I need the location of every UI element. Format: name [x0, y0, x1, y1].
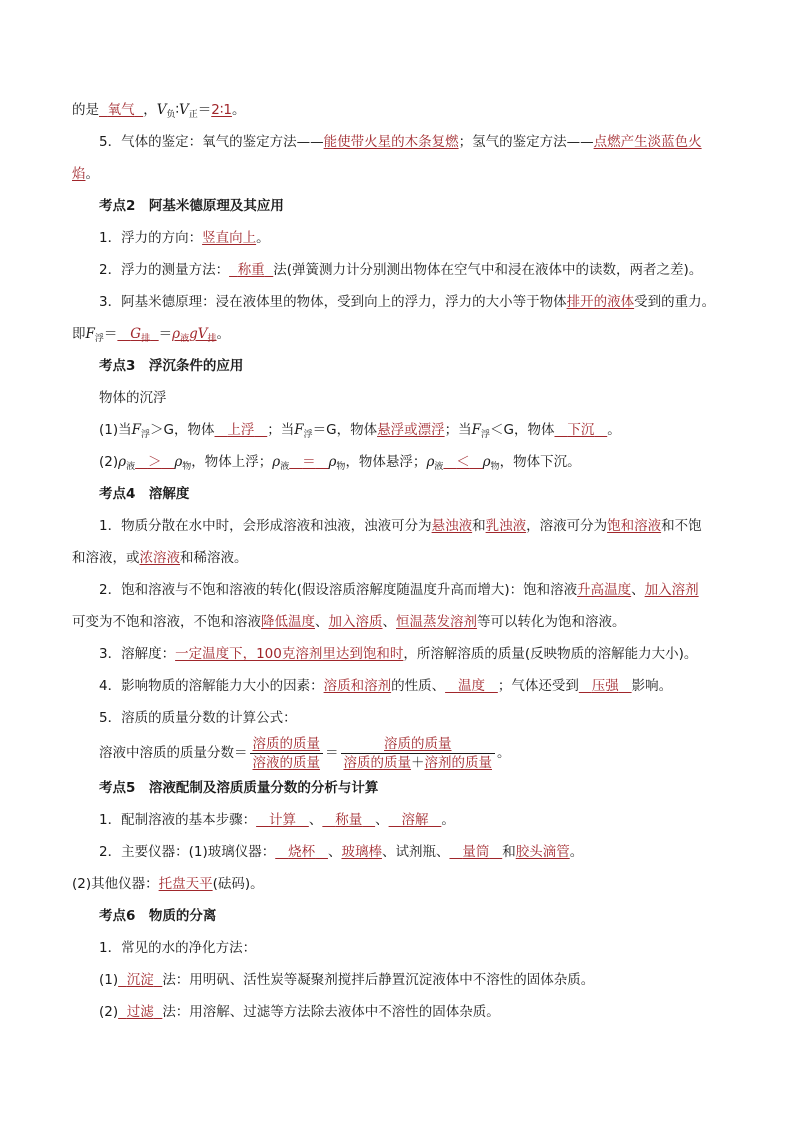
- section-heading-6: 考点6 物质的分离: [99, 908, 217, 924]
- answer-blank: 上浮: [227, 422, 255, 438]
- answer-blank: 2∶1: [211, 102, 232, 118]
- solubility-definition-line: 3．溶解度：一定温度下，100克溶剂里达到饱和时，所溶解溶质的质量(反映物质的溶解能力大小)。: [99, 646, 698, 662]
- answer-blank: 一定温度下，100克溶剂里达到饱和时: [175, 646, 404, 662]
- solution-types-line: 1．物质分散在水中时，会形成溶液和浊液，浊液可分为悬浊液和乳浊液，溶液可分为饱和溶液和不饱: [99, 518, 702, 534]
- saturation-conversion-line: 2．饱和溶液与不饱和溶液的转化(假设溶质溶解度随温度升高而增大)：饱和溶液升高温度、加入溶剂: [99, 582, 699, 598]
- answer-blank: 排开的液体: [566, 294, 635, 310]
- archimedes-formula-line: 即$F_浮=$ $G_排 =\rho_液gV_排$。: [72, 326, 231, 344]
- answer-blank: 沉淀: [126, 972, 154, 988]
- filtration-line: (2) 过滤 法：用溶解、过滤等方法除去液体中不溶性的固体杂质。: [99, 1004, 500, 1020]
- answer-blank: 称量: [335, 812, 363, 828]
- answer-blank: 氧气: [107, 102, 135, 118]
- mass-fraction-label: 5．溶质的质量分数的计算公式：: [99, 710, 297, 726]
- purification-label: 1．常见的水的净化方法：: [99, 940, 257, 956]
- answer-blank: 加入溶质: [328, 614, 383, 630]
- solubility-factors-line: 4．影响物质的溶解能力大小的因素：溶质和溶剂的性质、 温度 ；气体还受到 压强 影响。: [99, 678, 673, 694]
- answer-blank: ＝: [302, 454, 316, 470]
- answer-blank: 升高温度: [577, 582, 632, 598]
- answer-blank: 温度: [457, 678, 485, 694]
- section-heading-2: 考点2 阿基米德原理及其应用: [99, 198, 284, 214]
- preparation-steps-line: 1．配制溶液的基本步骤： 计算 、 称量 、 溶解 。: [99, 812, 455, 828]
- saturation-conversion-line-cont: 可变为不饱和溶液，不饱和溶液降低温度、加入溶质、恒温蒸发溶剂等可以转化为饱和溶液。: [72, 614, 626, 630]
- answer-blank: 加入溶剂: [644, 582, 699, 598]
- float-condition-line-2: $(2)\rho_液$ ＞ $\rho_物$，物体上浮；$\rho_液$ ＝ $\rho_物$，物体悬浮；$\rho_液$ ＜ $\rho_物$，物体下沉。: [99, 454, 581, 472]
- gas-identification-line: 5．气体的鉴定：氧气的鉴定方法——能使带火星的木条复燃；氢气的鉴定方法——点燃产生淡蓝色火: [99, 134, 702, 150]
- archimedes-line: 3．阿基米德原理：浸在液体里的物体，受到向上的浮力，浮力的大小等于物体排开的液体受到的重力。: [99, 294, 716, 310]
- answer-blank: 悬浊液: [431, 518, 473, 534]
- answer-blank: $G_排$: [130, 326, 151, 344]
- float-condition-line-1: (1)当$F_浮>G$，物体 上浮 ；当$F_浮=G$，物体悬浮或漂浮；当$F_浮<G$，物体 下沉 。: [99, 422, 621, 440]
- sedimentation-line: (1) 沉淀 法：用明矾、活性炭等凝聚剂搅拌后静置沉淀液体中不溶性的固体杂质。: [99, 972, 595, 988]
- electrolysis-line: 的是 氧气 ，$V_负∶V_正=2∶1$。: [72, 102, 246, 120]
- answer-blank: 胶头滴管: [515, 844, 570, 860]
- answer-blank: 压强: [591, 678, 619, 694]
- answer-blank: 悬浮或漂浮: [377, 422, 445, 438]
- section-heading-5: 考点5 溶液配制及溶质质量分数的分析与计算: [99, 780, 379, 796]
- other-instruments-line: (2)其他仪器：托盘天平(砝码)。: [72, 876, 264, 892]
- answer-blank: 溶质和溶剂: [323, 678, 392, 694]
- answer-blank: 溶解: [401, 812, 429, 828]
- answer-blank: 降低温度: [261, 614, 315, 630]
- gas-identification-line-cont: 焰。: [72, 166, 99, 182]
- answer-blank: 竖直向上: [202, 230, 257, 246]
- answer-blank: 浓溶液: [139, 550, 180, 566]
- buoyancy-direction-line: 1．浮力的方向：竖直向上。: [99, 230, 270, 246]
- answer-blank: 玻璃棒: [341, 844, 382, 860]
- answer-blank: 恒温蒸发溶剂: [396, 614, 477, 630]
- answer-blank: 烧杯: [288, 844, 316, 860]
- answer-blank: $\rho_液gV_排$: [172, 326, 217, 344]
- fraction-2: $\frac{\text{溶质的质量}}{\text{溶质的质量＋溶剂的质量}}$: [341, 735, 496, 772]
- mass-fraction-formula: 溶液中溶质的质量分数＝ $\frac{\text{溶质的质量}}{\text{溶液的质量}}$ ＝ $\frac{\text{溶质的质量}}{\text{溶质的质量＋溶剂的质量}}$ 。: [99, 735, 511, 771]
- section-heading-3: 考点3 浮沉条件的应用: [99, 358, 244, 374]
- answer-blank: 称重: [237, 262, 265, 278]
- answer-blank: 饱和溶液: [607, 518, 662, 534]
- answer-blank: 下沉: [567, 422, 595, 438]
- answer-blank: 点燃产生淡蓝色火: [593, 134, 702, 150]
- answer-blank: 量筒: [462, 844, 490, 860]
- float-sink-label: 物体的沉浮: [99, 390, 167, 406]
- answer-blank: 焰: [72, 166, 86, 182]
- buoyancy-measure-line: 2．浮力的测量方法： 称重 法(弹簧测力计分别测出物体在空气中和浸在液体中的读数，两者之差)。: [99, 262, 703, 278]
- answer-blank: 过滤: [126, 1004, 154, 1020]
- answer-blank: ＜: [456, 454, 470, 470]
- fraction-1: $\frac{\text{溶质的质量}}{\text{溶液的质量}}$: [250, 735, 324, 772]
- answer-blank: 托盘天平: [158, 876, 213, 892]
- answer-blank: 乳浊液: [485, 518, 527, 534]
- answer-blank: ＞: [147, 454, 162, 470]
- solution-types-line-cont: 和溶液，或浓溶液和稀溶液。: [72, 550, 248, 566]
- glass-instruments-line: 2．主要仪器：(1)玻璃仪器： 烧杯 、玻璃棒、试剂瓶、 量筒 和胶头滴管。: [99, 844, 584, 860]
- answer-blank: 计算: [268, 812, 296, 828]
- answer-blank: 能使带火星的木条复燃: [323, 134, 459, 150]
- section-heading-4: 考点4 溶解度: [99, 486, 190, 502]
